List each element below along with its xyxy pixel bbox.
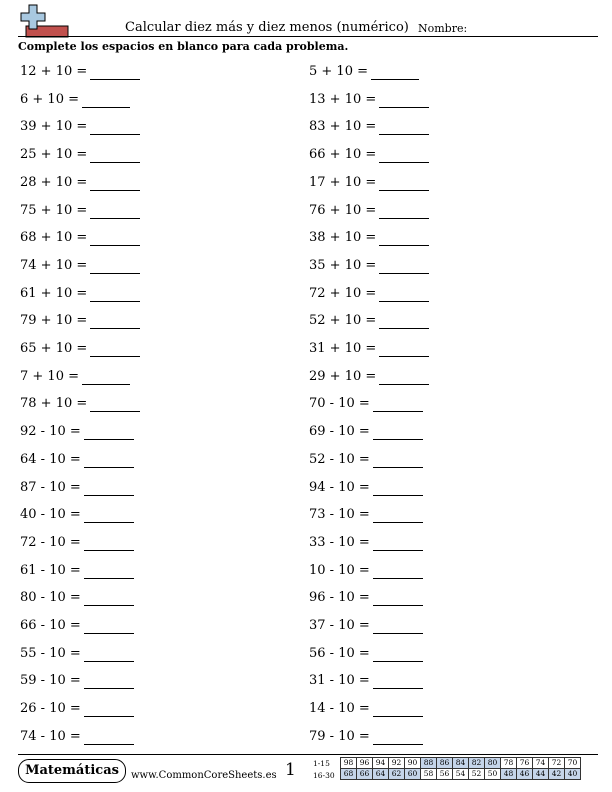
answer-blank[interactable] xyxy=(84,425,134,440)
problem-item xyxy=(20,618,134,634)
answer-blank[interactable] xyxy=(373,647,423,662)
answer-blank[interactable] xyxy=(379,231,429,246)
answer-blank[interactable] xyxy=(90,342,140,357)
answer-key-cell: 82 xyxy=(469,758,485,769)
problem-expression: 10 - 10 = xyxy=(309,562,370,578)
problem-expression: 70 - 10 = xyxy=(309,396,370,412)
answer-key-cell: 50 xyxy=(485,769,501,780)
problem-expression: 38 + 10 = xyxy=(309,230,377,246)
problem-item xyxy=(309,673,423,689)
answer-blank[interactable] xyxy=(84,564,134,579)
instructions: Complete los espacios en blanco para cada problema. xyxy=(18,40,349,53)
answer-blank[interactable] xyxy=(373,481,423,496)
problem-item xyxy=(309,563,423,579)
problem-item xyxy=(20,480,134,496)
problem-expression: 66 + 10 = xyxy=(309,147,377,163)
problem-item xyxy=(309,396,423,412)
answer-blank[interactable] xyxy=(90,287,140,302)
answer-key-cell: 54 xyxy=(453,769,469,780)
problem-item xyxy=(309,590,423,606)
problem-expression: 7 + 10 = xyxy=(20,368,79,384)
problem-item xyxy=(20,147,140,163)
answer-blank[interactable] xyxy=(373,536,423,551)
answer-blank[interactable] xyxy=(373,425,423,440)
problem-item xyxy=(309,230,429,246)
problem-item xyxy=(20,424,134,440)
answer-key-row xyxy=(341,758,581,769)
answer-blank[interactable] xyxy=(84,619,134,634)
subject-badge: Matemáticas xyxy=(18,759,126,783)
answer-key-label-2: 16-30 xyxy=(313,771,335,780)
problem-item xyxy=(20,452,134,468)
problem-item xyxy=(309,535,423,551)
answer-blank[interactable] xyxy=(90,397,140,412)
answer-blank[interactable] xyxy=(371,65,419,80)
answer-key-row xyxy=(341,769,581,780)
site-url: www.CommonCoreSheets.es xyxy=(131,770,277,781)
problem-expression: 28 + 10 = xyxy=(20,174,88,190)
problem-item xyxy=(309,286,429,302)
footer-divider xyxy=(18,754,598,755)
problem-item xyxy=(309,64,419,80)
problem-item xyxy=(309,92,429,108)
answer-blank[interactable] xyxy=(373,397,423,412)
problem-item xyxy=(20,535,134,551)
problem-item xyxy=(309,313,429,329)
answer-blank[interactable] xyxy=(373,619,423,634)
problem-expression: 29 + 10 = xyxy=(309,368,377,384)
answer-key-cell: 56 xyxy=(437,769,453,780)
problem-item xyxy=(309,701,423,717)
problem-expression: 55 - 10 = xyxy=(20,645,81,661)
answer-key-labels xyxy=(313,758,335,782)
problem-item xyxy=(309,480,423,496)
page-title: Calcular diez más y diez menos (numérico) xyxy=(125,20,409,35)
problem-expression: 66 - 10 = xyxy=(20,618,81,633)
answer-key-label-1: 1-15 xyxy=(313,759,330,768)
problem-item xyxy=(20,119,140,135)
problem-item xyxy=(20,230,140,246)
header-divider xyxy=(18,36,598,37)
problem-item xyxy=(309,119,429,135)
answer-blank[interactable] xyxy=(84,591,134,606)
answer-key-cell: 68 xyxy=(341,769,357,780)
problem-expression: 35 + 10 = xyxy=(309,257,377,273)
problem-expression: 33 - 10 = xyxy=(309,534,370,550)
problem-expression: 6 + 10 = xyxy=(20,91,79,107)
problem-expression: 40 - 10 = xyxy=(20,507,81,523)
answer-blank[interactable] xyxy=(373,453,423,468)
problem-item xyxy=(20,369,130,385)
answer-blank[interactable] xyxy=(90,65,140,80)
problem-expression: 96 - 10 = xyxy=(309,590,370,606)
problem-expression: 83 + 10 = xyxy=(309,119,377,135)
answer-blank[interactable] xyxy=(84,702,134,717)
problem-expression: 79 + 10 = xyxy=(20,313,88,329)
answer-key-cell: 92 xyxy=(389,758,405,769)
problem-item xyxy=(309,175,429,191)
answer-blank[interactable] xyxy=(379,314,429,329)
answer-blank[interactable] xyxy=(373,564,423,579)
answer-blank[interactable] xyxy=(379,342,429,357)
problem-expression: 87 - 10 = xyxy=(20,479,81,495)
problem-item xyxy=(20,729,134,745)
problem-expression: 61 + 10 = xyxy=(20,285,88,301)
problem-expression: 73 - 10 = xyxy=(309,507,370,523)
problem-item xyxy=(20,64,140,80)
problem-item xyxy=(309,147,429,163)
problem-item xyxy=(20,563,134,579)
problem-expression: 39 + 10 = xyxy=(20,119,88,135)
problem-expression: 5 + 10 = xyxy=(309,64,368,79)
answer-key-cell: 44 xyxy=(533,769,549,780)
answer-blank[interactable] xyxy=(379,176,429,191)
problem-item xyxy=(20,203,140,219)
answer-key-cell: 74 xyxy=(533,758,549,769)
problem-expression: 61 - 10 = xyxy=(20,562,81,578)
answer-blank[interactable] xyxy=(379,259,429,274)
problem-expression: 37 - 10 = xyxy=(309,618,370,633)
problem-item xyxy=(309,258,429,274)
answer-blank[interactable] xyxy=(90,314,140,329)
problem-item xyxy=(309,729,423,745)
problem-item xyxy=(309,203,429,219)
problem-expression: 69 - 10 = xyxy=(309,424,370,440)
problem-expression: 92 - 10 = xyxy=(20,424,81,440)
problem-expression: 64 - 10 = xyxy=(20,451,81,467)
problem-expression: 25 + 10 = xyxy=(20,147,88,163)
answer-key-cell: 48 xyxy=(501,769,517,780)
problem-expression: 76 + 10 = xyxy=(309,202,377,218)
problem-expression: 68 + 10 = xyxy=(20,230,88,246)
problem-expression: 26 - 10 = xyxy=(20,701,81,717)
answer-key-cell: 78 xyxy=(501,758,517,769)
answer-blank[interactable] xyxy=(379,287,429,302)
answer-key-cell: 88 xyxy=(421,758,437,769)
problem-expression: 79 - 10 = xyxy=(309,728,370,744)
answer-blank[interactable] xyxy=(84,536,134,551)
answer-blank[interactable] xyxy=(90,120,140,135)
problem-expression: 72 - 10 = xyxy=(20,534,81,550)
answer-key-cell: 60 xyxy=(405,769,421,780)
problem-item xyxy=(20,507,134,523)
answer-blank[interactable] xyxy=(379,148,429,163)
problem-expression: 59 - 10 = xyxy=(20,673,81,689)
problem-expression: 52 + 10 = xyxy=(309,313,377,329)
problem-item xyxy=(20,341,140,357)
problem-item xyxy=(309,646,423,662)
answer-blank[interactable] xyxy=(84,647,134,662)
problem-expression: 80 - 10 = xyxy=(20,590,81,606)
answer-key-cell: 58 xyxy=(421,769,437,780)
answer-key-cell: 90 xyxy=(405,758,421,769)
answer-key-cell: 94 xyxy=(373,758,389,769)
plus-minus-logo-icon xyxy=(16,4,72,38)
answer-key-cell: 66 xyxy=(357,769,373,780)
name-label: Nombre: xyxy=(418,22,468,35)
answer-key-cell: 42 xyxy=(549,769,565,780)
problem-item xyxy=(20,673,134,689)
answer-blank[interactable] xyxy=(373,674,423,689)
answer-blank[interactable] xyxy=(379,204,429,219)
answer-blank[interactable] xyxy=(373,730,423,745)
page-number: 1 xyxy=(285,760,296,780)
answer-blank[interactable] xyxy=(379,370,429,385)
answer-key-cell: 98 xyxy=(341,758,357,769)
problem-expression: 94 - 10 = xyxy=(309,479,370,495)
problem-expression: 12 + 10 = xyxy=(20,64,88,79)
problem-item xyxy=(20,313,140,329)
problem-expression: 13 + 10 = xyxy=(309,91,377,107)
answer-blank[interactable] xyxy=(373,591,423,606)
problem-expression: 74 - 10 = xyxy=(20,728,81,744)
answer-blank[interactable] xyxy=(82,93,130,108)
answer-blank[interactable] xyxy=(82,370,130,385)
problem-expression: 78 + 10 = xyxy=(20,396,88,412)
problem-expression: 52 - 10 = xyxy=(309,451,370,467)
answer-key-cell: 62 xyxy=(389,769,405,780)
problem-item xyxy=(20,286,140,302)
problem-item xyxy=(309,452,423,468)
problem-expression: 72 + 10 = xyxy=(309,285,377,301)
problem-item xyxy=(309,341,429,357)
answer-key-cell: 76 xyxy=(517,758,533,769)
answer-key-cell: 40 xyxy=(565,769,581,780)
answer-blank[interactable] xyxy=(373,508,423,523)
answer-key-cell: 64 xyxy=(373,769,389,780)
answer-key-cell: 72 xyxy=(549,758,565,769)
answer-blank[interactable] xyxy=(90,231,140,246)
problem-expression: 14 - 10 = xyxy=(309,701,370,717)
problem-expression: 31 + 10 = xyxy=(309,341,377,356)
answer-key-cell: 86 xyxy=(437,758,453,769)
answer-blank[interactable] xyxy=(90,176,140,191)
answer-key-cell: 80 xyxy=(485,758,501,769)
answer-blank[interactable] xyxy=(84,481,134,496)
answer-key-cell: 70 xyxy=(565,758,581,769)
answer-blank[interactable] xyxy=(90,204,140,219)
problem-item xyxy=(309,507,423,523)
answer-blank[interactable] xyxy=(90,259,140,274)
answer-key-cell: 96 xyxy=(357,758,373,769)
answer-blank[interactable] xyxy=(379,93,429,108)
problem-expression: 56 - 10 = xyxy=(309,645,370,661)
problem-expression: 74 + 10 = xyxy=(20,257,88,273)
problem-item xyxy=(20,396,140,412)
answer-key-cell: 52 xyxy=(469,769,485,780)
problem-item xyxy=(20,92,130,108)
problem-item xyxy=(309,424,423,440)
answer-blank[interactable] xyxy=(90,148,140,163)
problem-item xyxy=(309,618,423,634)
answer-blank[interactable] xyxy=(84,508,134,523)
answer-blank[interactable] xyxy=(373,702,423,717)
answer-blank[interactable] xyxy=(84,730,134,745)
problem-item xyxy=(20,590,134,606)
answer-key-cell: 46 xyxy=(517,769,533,780)
answer-blank[interactable] xyxy=(84,674,134,689)
problem-item xyxy=(309,369,429,385)
answer-blank[interactable] xyxy=(379,120,429,135)
problem-item xyxy=(20,646,134,662)
problem-expression: 31 - 10 = xyxy=(309,673,370,689)
answer-key-cell: 84 xyxy=(453,758,469,769)
problem-item xyxy=(20,258,140,274)
problem-expression: 17 + 10 = xyxy=(309,174,377,190)
problem-item xyxy=(20,701,134,717)
problem-expression: 75 + 10 = xyxy=(20,202,88,218)
problem-item xyxy=(20,175,140,191)
problem-expression: 65 + 10 = xyxy=(20,341,88,356)
answer-blank[interactable] xyxy=(84,453,134,468)
answer-key xyxy=(340,757,581,780)
